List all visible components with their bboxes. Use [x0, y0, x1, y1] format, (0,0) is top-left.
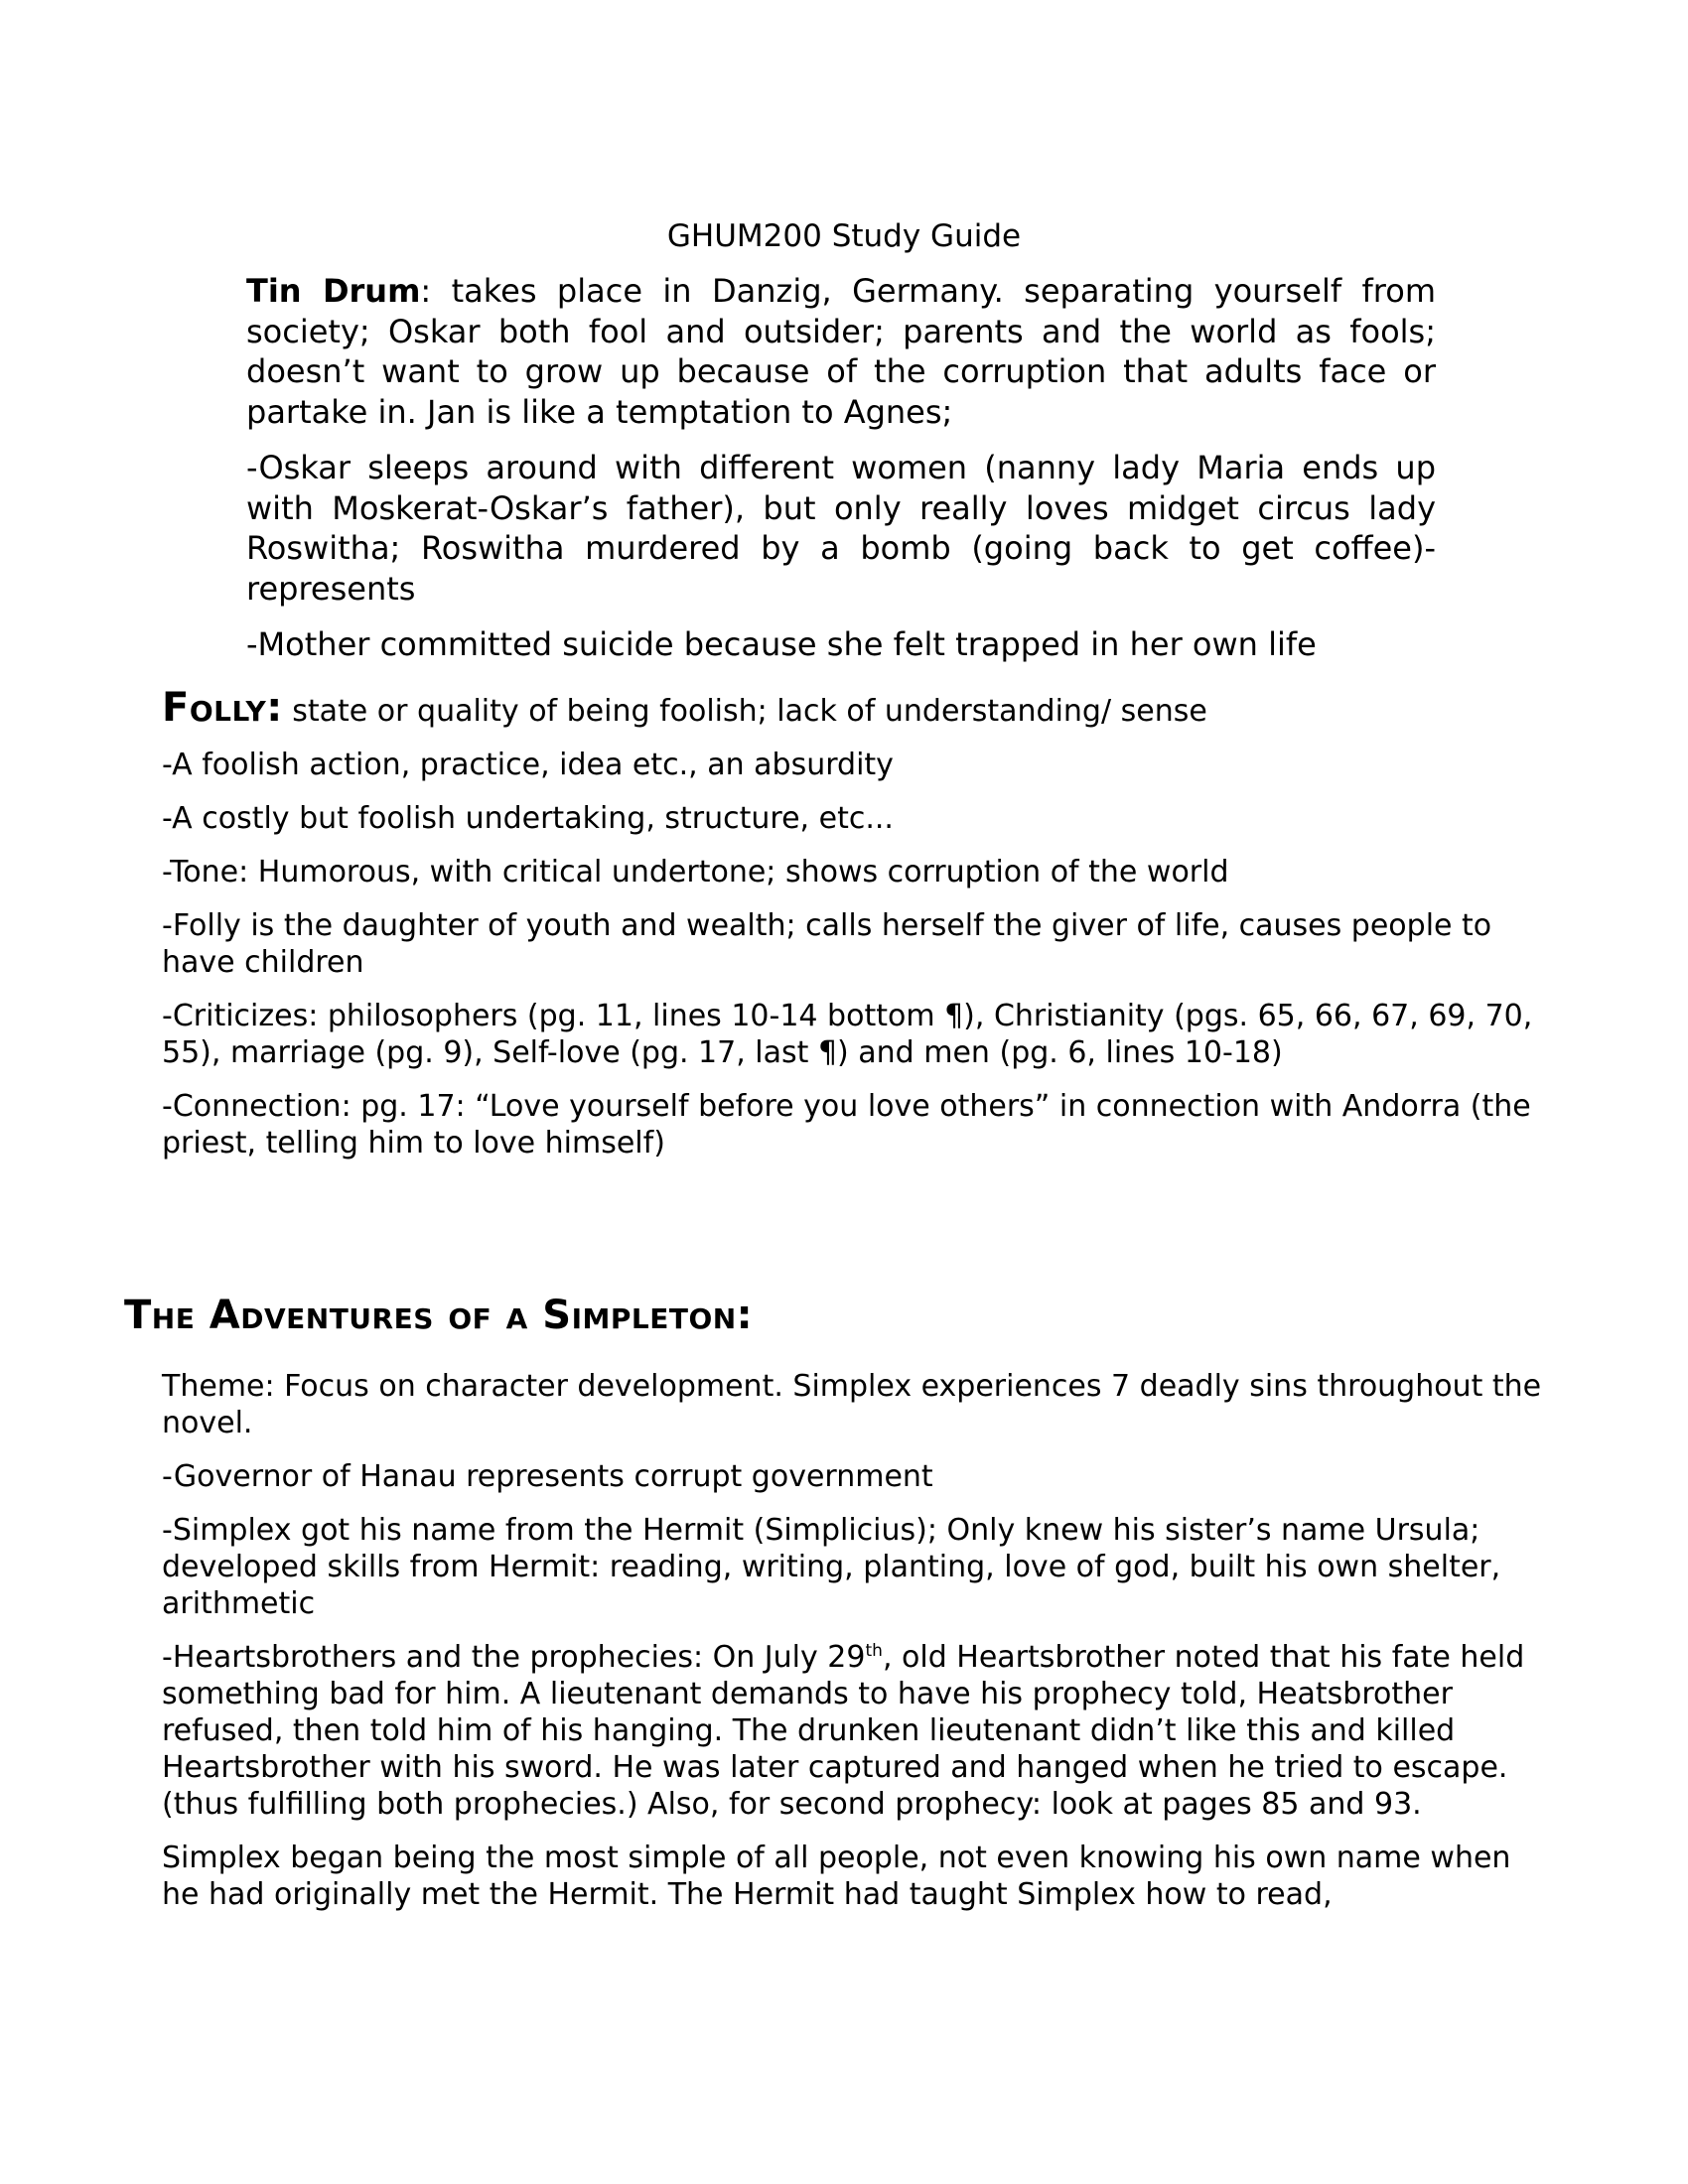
folly-section	[162, 685, 1552, 1178]
simpleton-prophecy	[162, 1639, 1552, 1823]
folly-point: -A foolish action, practice, idea etc., an absurdity	[162, 748, 894, 782]
prophecy-text-end: , old Heartsbrother noted that his fate held something bad for him. A lieutenant demands to have his prophecy told, Heatsbrother refused, then told him of his hanging. The drunken lieutenant didn’t like this and killed Heartsbrother with his sword. He was later captured and hanged when he tried to escape. (thus fulfilling both prophecies.) Also, for second prophecy: look at pages 85 and 93.	[162, 1640, 1525, 1822]
simpleton-name: -Simplex got his name from the Hermit (Simplicius); Only knew his sister’s name Ursula; developed skills from Hermit: reading, writing, planting, love of god, built his own shelter, arithmetic	[162, 1513, 1501, 1621]
simpleton-theme: Theme: Focus on character development. Simplex experiences 7 deadly sins throughout the novel.	[162, 1369, 1542, 1440]
simpleton-governor: -Governor of Hanau represents corrupt government	[162, 1459, 933, 1494]
tin-drum-term: Tin Drum	[246, 272, 421, 310]
prophecy-ordinal: th	[865, 1641, 883, 1661]
folly-point: -Folly is the daughter of youth and wealth; calls herself the giver of life, causes people to have children	[162, 908, 1492, 980]
folly-point: -Tone: Humorous, with critical undertone; shows corruption of the world	[162, 855, 1229, 889]
tin-drum-section	[246, 271, 1436, 681]
simpleton-heading: The Adventures of a Simpleton:	[124, 1293, 754, 1338]
folly-point: -Criticizes: philosophers (pg. 11, lines 10-14 bottom ¶), Christianity (pgs. 65, 66, 67, 69, 70, 55), marriage (pg. 9), Self-love (pg. 17, last ¶) and men (pg. 6, lines 10-18)	[162, 999, 1533, 1070]
page-title: GHUM200 Study Guide	[666, 218, 1022, 254]
folly-point: -Connection: pg. 17: “Love yourself before you love others” in connection with Andorra (the priest, telling him to love himself)	[162, 1089, 1531, 1160]
folly-definition: state or quality of being foolish; lack of understanding/ sense	[282, 694, 1207, 729]
tin-drum-point-1: -Oskar sleeps around with different women (nanny lady Maria ends up with Moskerat-Oskar’s father), but only really loves midget circus lady Roswitha; Roswitha murdered by a bomb (going back to get coffee)-represents	[246, 449, 1436, 608]
folly-point: -A costly but foolish undertaking, structure, etc...	[162, 801, 894, 836]
tin-drum-intro	[246, 271, 1436, 432]
folly-definition-line	[162, 685, 1552, 731]
simpleton-section	[162, 1368, 1552, 1930]
tin-drum-intro-text: : takes place in Danzig, Germany. separating yourself from society; Oskar both fool and outsider; parents and the world as fools; doesn’t want to grow up because of the corruption that adults face or partake in. Jan is like a temptation to Agnes;	[246, 272, 1437, 431]
prophecy-text-start: -Heartsbrothers and the prophecies: On July 29	[162, 1640, 866, 1675]
folly-heading: Folly:	[162, 685, 283, 731]
simpleton-closing: Simplex began being the most simple of all people, not even knowing his own name when he had originally met the Hermit. The Hermit had taught Simplex how to read,	[162, 1841, 1511, 1912]
tin-drum-point-2: -Mother committed suicide because she felt trapped in her own life	[246, 625, 1317, 663]
